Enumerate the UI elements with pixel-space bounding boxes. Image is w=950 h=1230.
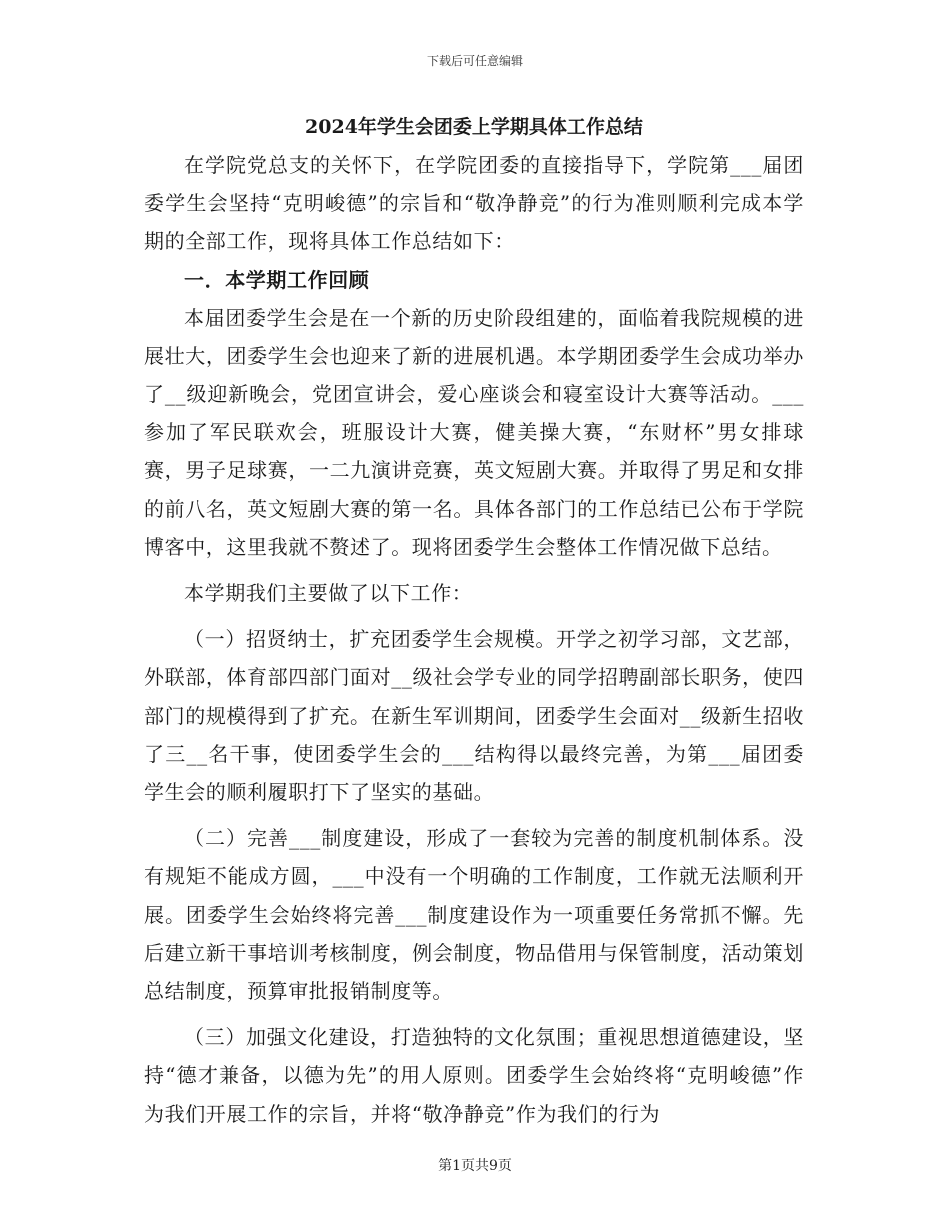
paragraph-item-3: （三）加强文化建设，打造独特的文化氛围；重视思想道德建设，坚持“德才兼备，以德为先”的用人原则。团委学生会始终将“克明峻德”作为我们开展工作的宗旨，并将“敬净静竞”作为我们的行为 bbox=[144, 1025, 804, 1126]
section-heading: 一．本学期工作回顾 bbox=[184, 267, 370, 292]
paragraph-work-intro: 本学期我们主要做了以下工作： bbox=[184, 581, 473, 606]
paragraph-item-2: （二）完善___制度建设，形成了一套较为完善的制度机制体系。没有规矩不能成方圆，___中没有一个明确的工作制度，工作就无法顺利开展。团委学生会始终将完善___制度建设作为一项重要任务常抓不懈。先后建立新干事培训考核制度，例会制度，物品借用与保管制度，活动策划总结制度，预算审批报销制度等。 bbox=[144, 826, 804, 1004]
page-number: 第1页共9页 bbox=[438, 1158, 512, 1174]
intro-paragraph: 在学院党总支的关怀下，在学院团委的直接指导下，学院第___届团委学生会坚持“克明峻德”的宗旨和“敬净静竞”的行为准则顺利完成本学期的全部工作，现将具体工作总结如下： bbox=[144, 153, 804, 254]
document-title: 2024年学生会团委上学期具体工作总结 bbox=[305, 116, 643, 138]
paragraph-review: 本届团委学生会是在一个新的历史阶段组建的，面临着我院规模的进展壮大，团委学生会也迎来了新的进展机遇。本学期团委学生会成功举办了__级迎新晚会，党团宣讲会，爱心座谈会和寝室设计大赛等活动。___参加了军民联欢会，班服设计大赛，健美操大赛，“东财杯”男女排球赛，男子足球赛，一二九演讲竞赛，英文短剧大赛。并取得了男足和女排的前八名，英文短剧大赛的第一名。具体各部门的工作总结已公布于学院博客中，这里我就不赘述了。现将团委学生会整体工作情况做下总结。 bbox=[144, 305, 804, 559]
paragraph-item-1: （一）招贤纳士，扩充团委学生会规模。开学之初学习部，文艺部，外联部，体育部四部门面对__级社会学专业的同学招聘副部长职务，使四部门的规模得到了扩充。在新生军训期间，团委学生会面对__级新生招收了三__名干事，使团委学生会的___结构得以最终完善，为第___届团委学生会的顺利履职打下了坚实的基础。 bbox=[144, 627, 804, 805]
document-body bbox=[144, 112, 804, 1133]
page-header-note: 下载后可任意编辑 bbox=[426, 54, 523, 68]
